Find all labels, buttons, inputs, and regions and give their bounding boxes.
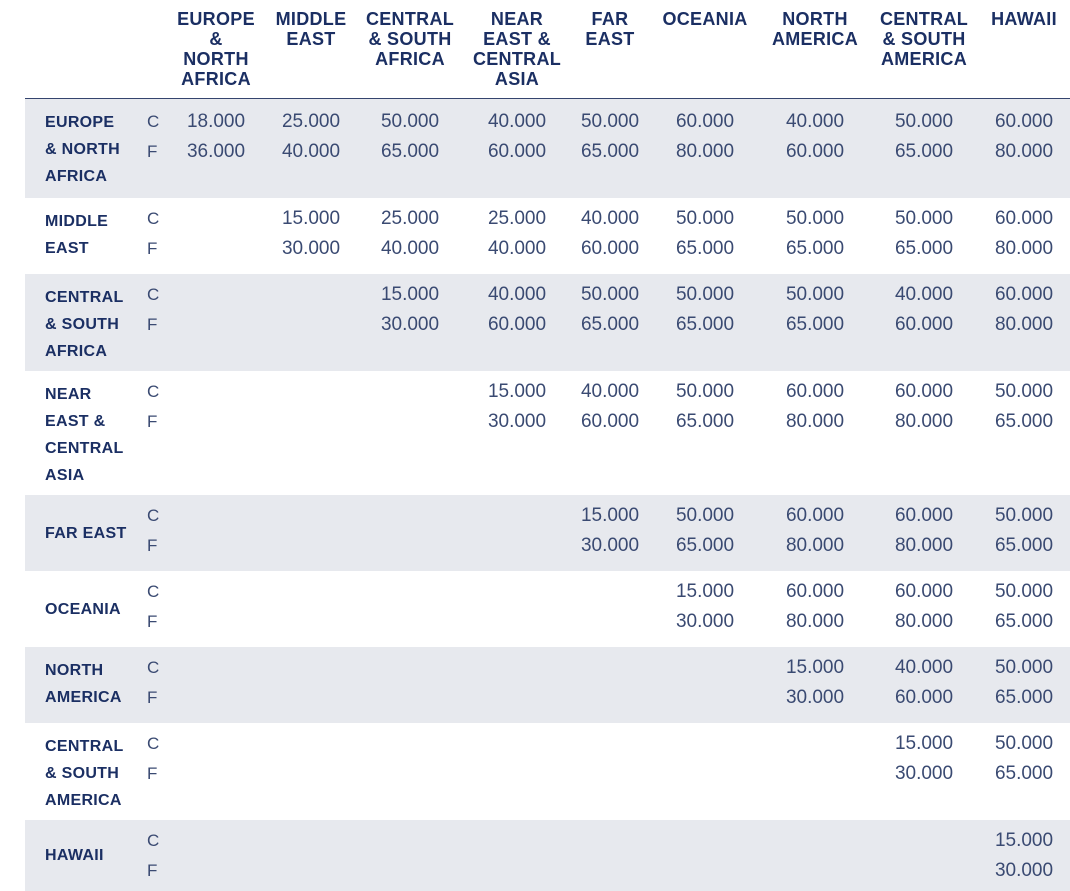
row-label [45, 571, 145, 647]
fare-cell-c-north-america: 50.000 [785, 208, 845, 229]
fare-cell-c-middle-east: 25.000 [281, 111, 341, 132]
fare-cell-f-central-south-america: 60.000 [894, 314, 954, 335]
fare-cell-f-central-south-america: 65.000 [894, 141, 954, 162]
column-header-north-america [765, 9, 865, 49]
fare-cell-f-middle-east: 40.000 [281, 141, 341, 162]
fare-cell-c-europe-north-africa: 18.000 [186, 111, 246, 132]
row-label [45, 109, 145, 190]
row-label-line: MIDDLE [45, 213, 109, 230]
column-header-line: EAST & [483, 29, 551, 49]
class-label-f: F [147, 239, 158, 258]
fare-cell-f-far-east: 30.000 [580, 535, 640, 556]
column-header-line: NEAR [490, 9, 544, 29]
row-label [45, 495, 145, 571]
fare-cell-c-oceania: 60.000 [675, 111, 735, 132]
fare-cell-f-europe-north-africa: 36.000 [186, 141, 246, 162]
fare-cell-f-near-east-central-asia: 30.000 [487, 411, 547, 432]
class-label-c: C [147, 112, 160, 131]
fare-cell-c-hawaii: 60.000 [994, 284, 1054, 305]
class-label-f: F [147, 764, 158, 783]
fare-cell-f-far-east: 60.000 [580, 411, 640, 432]
fare-cell-c-central-south-america: 50.000 [894, 111, 954, 132]
fare-cell-f-hawaii: 80.000 [994, 141, 1054, 162]
fare-cell-f-central-south-america: 30.000 [894, 763, 954, 784]
class-label-f: F [147, 412, 158, 431]
fare-cell-c-central-south-africa: 25.000 [380, 208, 440, 229]
table-header [0, 0, 1070, 99]
row-label-line: HAWAII [45, 847, 104, 864]
column-header-far-east [560, 9, 660, 49]
column-header-line: AFRICA [375, 49, 445, 69]
row-label-line: AFRICA [45, 168, 108, 185]
row-label-line: CENTRAL [45, 289, 124, 306]
column-header-line: OCEANIA [662, 9, 748, 29]
class-label-c: C [147, 209, 160, 228]
fare-cell-f-north-america: 30.000 [785, 687, 845, 708]
class-label-c: C [147, 285, 160, 304]
column-header-line: & SOUTH [368, 29, 452, 49]
column-header-central-south-america [874, 9, 974, 69]
column-header-middle-east [261, 9, 361, 49]
column-header-line: EUROPE [177, 9, 255, 29]
fare-cell-c-oceania: 50.000 [675, 381, 735, 402]
fare-cell-c-hawaii: 50.000 [994, 581, 1054, 602]
fare-cell-c-central-south-america: 15.000 [894, 733, 954, 754]
column-header-line: CENTRAL [472, 49, 562, 69]
fare-cell-c-far-east: 40.000 [580, 381, 640, 402]
fare-cell-f-oceania: 30.000 [675, 611, 735, 632]
fare-cell-f-north-america: 80.000 [785, 411, 845, 432]
fare-cell-c-near-east-central-asia: 40.000 [487, 284, 547, 305]
class-label-f: F [147, 688, 158, 707]
fare-cell-f-central-south-africa: 30.000 [380, 314, 440, 335]
fare-cell-c-central-south-america: 60.000 [894, 381, 954, 402]
fare-cell-f-near-east-central-asia: 40.000 [487, 238, 547, 259]
fare-cell-c-oceania: 50.000 [675, 208, 735, 229]
fare-cell-f-central-south-africa: 40.000 [380, 238, 440, 259]
row-label-line: FAR EAST [45, 524, 127, 542]
fare-cell-c-near-east-central-asia: 15.000 [487, 381, 547, 402]
fare-cell-c-oceania: 50.000 [675, 284, 735, 305]
fare-cell-f-central-south-america: 80.000 [894, 535, 954, 556]
column-header-line: & SOUTH [882, 29, 966, 49]
table-row-far-east [25, 495, 1070, 571]
fare-cell-f-oceania: 65.000 [675, 314, 735, 335]
fare-cell-f-central-south-america: 65.000 [894, 238, 954, 259]
column-header-line: EAST [585, 29, 635, 49]
class-label-f: F [147, 612, 158, 631]
column-header-line: AMERICA [771, 29, 859, 49]
table-row-central-south-america [25, 723, 1070, 820]
column-header-line: MIDDLE [275, 9, 347, 29]
fare-cell-f-north-america: 65.000 [785, 238, 845, 259]
fare-cell-c-north-america: 50.000 [785, 284, 845, 305]
row-label-line: CENTRAL [45, 440, 124, 457]
fare-cell-c-hawaii: 50.000 [994, 381, 1054, 402]
row-label-line: & SOUTH [45, 765, 120, 782]
fare-cell-c-far-east: 50.000 [580, 284, 640, 305]
table-row-hawaii [25, 820, 1070, 891]
fare-cell-f-hawaii: 30.000 [994, 860, 1054, 881]
fare-cell-f-far-east: 60.000 [580, 238, 640, 259]
fare-cell-f-central-south-america: 60.000 [894, 687, 954, 708]
fare-cell-c-near-east-central-asia: 40.000 [487, 111, 547, 132]
fare-cell-f-far-east: 65.000 [580, 141, 640, 162]
fare-cell-c-north-america: 40.000 [785, 111, 845, 132]
fare-cell-f-middle-east: 30.000 [281, 238, 341, 259]
fare-cell-c-north-america: 15.000 [785, 657, 845, 678]
table-row-europe-north-africa [25, 99, 1070, 198]
row-label-line: & NORTH [45, 141, 120, 158]
fare-cell-f-hawaii: 65.000 [994, 611, 1054, 632]
fare-cell-c-near-east-central-asia: 25.000 [487, 208, 547, 229]
row-label [45, 381, 145, 489]
row-label-line: EAST [45, 240, 89, 257]
column-header-line: AFRICA [181, 69, 251, 89]
fare-cell-c-north-america: 60.000 [785, 581, 845, 602]
fare-cell-c-hawaii: 50.000 [994, 657, 1054, 678]
fare-cell-c-north-america: 60.000 [785, 505, 845, 526]
row-label-line: AMERICA [45, 689, 122, 706]
row-label-line: AMERICA [45, 792, 122, 809]
column-header-line: FAR [591, 9, 629, 29]
fare-cell-c-oceania: 50.000 [675, 505, 735, 526]
fare-cell-c-central-south-america: 50.000 [894, 208, 954, 229]
fare-cell-f-central-south-america: 80.000 [894, 411, 954, 432]
fare-cell-f-hawaii: 80.000 [994, 238, 1054, 259]
class-label-f: F [147, 142, 158, 161]
table-row-middle-east [25, 198, 1070, 274]
row-label-line: NORTH [45, 662, 104, 679]
fare-cell-f-far-east: 65.000 [580, 314, 640, 335]
fare-cell-f-north-america: 80.000 [785, 611, 845, 632]
row-label-line: ASIA [45, 467, 85, 484]
row-label-line: & SOUTH [45, 316, 120, 333]
class-label-f: F [147, 536, 158, 555]
column-header-hawaii [974, 9, 1070, 29]
row-label-line: OCEANIA [45, 600, 121, 618]
fare-cell-c-central-south-america: 60.000 [894, 581, 954, 602]
fare-cell-c-far-east: 40.000 [580, 208, 640, 229]
fare-cell-f-near-east-central-asia: 60.000 [487, 314, 547, 335]
fare-cell-f-hawaii: 80.000 [994, 314, 1054, 335]
column-header-line: CENTRAL [365, 9, 455, 29]
fare-cell-c-hawaii: 50.000 [994, 733, 1054, 754]
fare-cell-c-hawaii: 50.000 [994, 505, 1054, 526]
column-header-europe-north-africa [166, 9, 266, 89]
fare-cell-c-far-east: 15.000 [580, 505, 640, 526]
class-label-c: C [147, 506, 160, 525]
row-label [45, 733, 145, 814]
column-header-line: NORTH [782, 9, 848, 29]
column-header-line: CENTRAL [879, 9, 969, 29]
class-label-f: F [147, 315, 158, 334]
row-label [45, 208, 145, 262]
fare-cell-c-far-east: 50.000 [580, 111, 640, 132]
fare-cell-c-central-south-africa: 50.000 [380, 111, 440, 132]
column-header-line: AMERICA [880, 49, 968, 69]
column-header-line: EAST [286, 29, 336, 49]
class-label-c: C [147, 658, 160, 677]
table-row-near-east-central-asia [25, 371, 1070, 495]
column-header-oceania [655, 9, 755, 29]
class-label-c: C [147, 382, 160, 401]
fare-cell-c-central-south-america: 40.000 [894, 657, 954, 678]
row-label-line: CENTRAL [45, 738, 124, 755]
column-header-line: & [209, 29, 223, 49]
fare-cell-c-hawaii: 60.000 [994, 111, 1054, 132]
row-label [45, 284, 145, 365]
class-label-c: C [147, 582, 160, 601]
fare-cell-f-oceania: 80.000 [675, 141, 735, 162]
fare-cell-c-north-america: 60.000 [785, 381, 845, 402]
table-row-north-america [25, 647, 1070, 723]
row-label [45, 657, 145, 711]
fare-cell-f-central-south-america: 80.000 [894, 611, 954, 632]
fare-cell-f-central-south-africa: 65.000 [380, 141, 440, 162]
fare-cell-c-central-south-america: 60.000 [894, 505, 954, 526]
row-label-line: EUROPE [45, 114, 115, 131]
row-label-line: NEAR [45, 386, 92, 403]
fare-cell-f-hawaii: 65.000 [994, 535, 1054, 556]
fare-cell-f-hawaii: 65.000 [994, 687, 1054, 708]
column-header-line: NORTH [183, 49, 249, 69]
fare-cell-f-oceania: 65.000 [675, 535, 735, 556]
table-row-oceania [25, 571, 1070, 647]
fare-cell-f-hawaii: 65.000 [994, 763, 1054, 784]
fare-cell-c-oceania: 15.000 [675, 581, 735, 602]
fare-cell-c-central-south-america: 40.000 [894, 284, 954, 305]
fare-cell-c-central-south-africa: 15.000 [380, 284, 440, 305]
fare-cell-c-hawaii: 15.000 [994, 830, 1054, 851]
fare-cell-c-hawaii: 60.000 [994, 208, 1054, 229]
row-label-line: EAST & [45, 413, 106, 430]
fare-cell-f-oceania: 65.000 [675, 238, 735, 259]
column-header-line: HAWAII [991, 9, 1057, 29]
fare-cell-f-hawaii: 65.000 [994, 411, 1054, 432]
class-label-c: C [147, 734, 160, 753]
table-row-central-south-africa [25, 274, 1070, 371]
column-header-central-south-africa [360, 9, 460, 69]
class-label-f: F [147, 861, 158, 880]
row-label-line: AFRICA [45, 343, 108, 360]
fare-cell-f-north-america: 60.000 [785, 141, 845, 162]
fare-cell-f-north-america: 80.000 [785, 535, 845, 556]
fare-cell-f-north-america: 65.000 [785, 314, 845, 335]
class-label-c: C [147, 831, 160, 850]
column-header-line: ASIA [494, 69, 540, 89]
fare-cell-f-near-east-central-asia: 60.000 [487, 141, 547, 162]
fare-cell-c-middle-east: 15.000 [281, 208, 341, 229]
fare-cell-f-oceania: 65.000 [675, 411, 735, 432]
row-label [45, 820, 145, 891]
column-header-near-east-central-asia [467, 9, 567, 89]
